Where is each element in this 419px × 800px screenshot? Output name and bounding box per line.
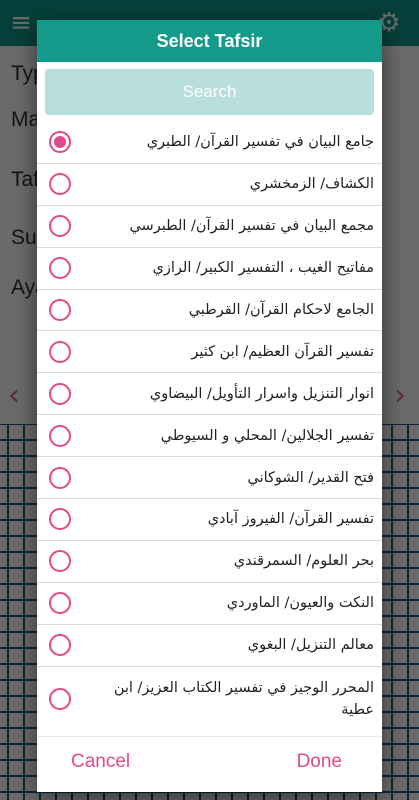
search-wrap [37,62,382,121]
radio-unselected-icon[interactable] [49,592,71,614]
tafsir-name: النكت والعيون/ الماوردي [226,595,374,612]
radio-unselected-icon[interactable] [49,257,71,279]
radio-unselected-icon[interactable] [49,173,71,195]
radio-unselected-icon[interactable] [49,550,71,572]
radio-unselected-icon[interactable] [49,299,71,321]
list-item[interactable] [37,666,382,732]
list-item[interactable] [37,414,382,456]
radio-unselected-icon[interactable] [49,688,71,710]
list-item[interactable] [37,540,382,582]
dialog-footer [37,736,382,792]
radio-unselected-icon[interactable] [49,467,71,489]
list-item[interactable] [37,121,382,163]
tafsir-name: الجامع لاحكام القرآن/ القرطبي [188,302,374,318]
cancel-button[interactable]: Cancel [71,751,131,772]
list-item[interactable] [37,624,382,666]
radio-dot-icon [54,136,66,148]
tafsir-name: معالم التنزيل/ البغوي [247,637,374,654]
list-item[interactable] [37,163,382,205]
radio-unselected-icon[interactable] [49,383,71,405]
radio-unselected-icon[interactable] [49,508,71,530]
tafsir-name: بحر العلوم/ السمرقندي [233,553,374,570]
tafsir-list [37,121,382,732]
radio-unselected-icon[interactable] [49,634,71,656]
dialog-title: Select Tafsir [37,20,382,62]
tafsir-name: جامع البيان في تفسير القرآن/ الطبري [146,133,374,150]
list-item[interactable] [37,456,382,498]
tafsir-name: انوار التنزيل واسرار التأويل/ البيضاوي [149,385,374,402]
done-button[interactable]: Done [296,751,342,772]
list-item[interactable] [37,205,382,247]
tafsir-name: فتح القدير/ الشوكاني [247,469,374,486]
radio-unselected-icon[interactable] [49,425,71,447]
select-tafsir-dialog [37,20,382,792]
list-item[interactable] [37,330,382,372]
tafsir-name: مجمع البيان في تفسير القرآن/ الطبرسي [129,218,374,235]
tafsir-name: الكشاف/ الزمخشري [249,176,374,193]
list-item[interactable] [37,582,382,624]
list-item[interactable] [37,498,382,540]
list-item[interactable] [37,372,382,414]
list-item[interactable] [37,247,382,289]
tafsir-name: تفسير الجلالين/ المحلي و السيوطي [160,427,374,444]
radio-unselected-icon[interactable] [49,215,71,237]
tafsir-name: تفسير القرآن/ الفيروز آبادي [207,511,374,528]
tafsir-name: مفاتيح الغيب ، التفسير الكبير/ الرازي [152,260,374,277]
search-input[interactable] [45,69,374,115]
radio-unselected-icon[interactable] [49,341,71,363]
tafsir-name: المحرر الوجيز في تفسير الكتاب العزيز/ ابن عطية [113,680,374,719]
list-item[interactable] [37,289,382,331]
radio-selected-icon[interactable] [49,131,71,153]
tafsir-name: تفسير القرآن العظيم/ ابن كثير [191,343,374,360]
